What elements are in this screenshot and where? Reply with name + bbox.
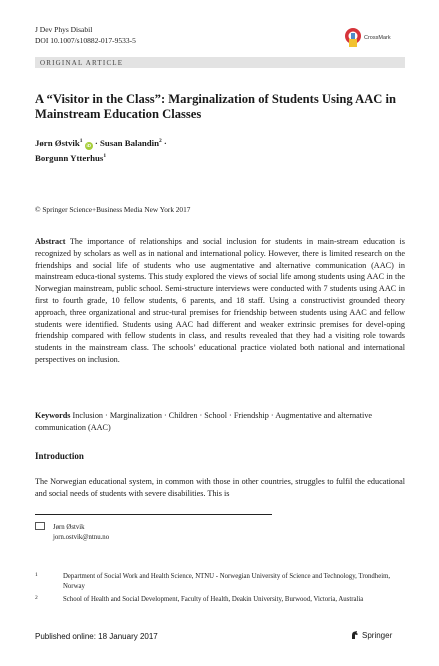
journal-header [35, 25, 136, 46]
abstract-block [35, 236, 405, 366]
keywords-label: Keywords [35, 411, 71, 420]
footnote-text: Department of Social Work and Health Science, NTNU - Norwegian University of Science and Technology, Trondheim, Norway [63, 573, 391, 590]
keywords-block [35, 410, 405, 434]
publisher-name: Springer [362, 631, 393, 640]
springer-horse-icon [350, 630, 360, 640]
footnote-number: 1 [35, 572, 38, 578]
keywords-text: Inclusion · Marginalization · Children · School · Friendship · Augmentative and alternative communication (AAC) [35, 411, 373, 432]
author-name[interactable]: Susan Balandin [100, 137, 159, 148]
article-type: ORIGINAL ARTICLE [40, 58, 124, 67]
crossmark-badge[interactable] [344, 27, 404, 51]
author-name[interactable]: Jørn Østvik [35, 137, 80, 148]
abstract-label: Abstract [35, 237, 66, 246]
author-name[interactable]: Borgunn Ytterhus [35, 152, 104, 163]
abstract-text: The importance of relationships and social inclusion for students in main-stream education is recognized by scholars as well as in national and international policy. However, there is limited research on the friendships and social life of students who use augmentative and alternative communication (AAC) in mainstream educa-tional systems. This study explored the views of social life among students using AAC in the Norwegian mainstream, public school. Semi-structure interviews were conducted with 7 students using AAC in first to fourth grade, 10 fellow students, 6 parents, and 18 staff. Using a constructivist grounded theory approach, three organizational and struc-tural premises for friendship between students using AAC and fellow students were identified. Students using AAC had different and weaker extrinsic premises for devel-oping friendship compared with fellow students in class, and results revealed that they had a visiting role towards students in the mainstream class. The schools’ educational practice violated both national and international perspectives on inclusion. [35, 237, 405, 364]
contact-name: Jørn Østvik [53, 524, 85, 531]
contact-email[interactable]: jorn.ostvik@ntnu.no [53, 534, 110, 541]
article-title: A “Visitor in the Class”: Marginalization of Students Using AAC in Mainstream Education Classes [35, 92, 397, 121]
crossmark-label: CrossMark [364, 35, 391, 41]
envelope-icon [35, 522, 45, 530]
author-separator: · [163, 137, 167, 148]
journal-name: J Dev Phys Disabil [35, 25, 93, 34]
affiliation-ref: 2 [158, 138, 162, 144]
footnote-text: School of Health and Social Development, Faculty of Health, Deakin University, Burwood, Victoria, Australia [63, 596, 364, 603]
orcid-icon[interactable]: iD [86, 142, 91, 148]
author-separator: · [94, 137, 98, 148]
doi: DOI 10.1007/s10882-017-9533-5 [35, 35, 136, 45]
crossmark-icon [344, 27, 362, 49]
affiliation-ref: 1 [79, 138, 83, 144]
published-date: Published online: 18 January 2017 [35, 632, 158, 641]
affiliation-ref: 1 [103, 152, 107, 159]
copyright-notice: © Springer Science+Business Media New York 2017 [35, 205, 191, 214]
section-heading: Introduction [35, 451, 84, 461]
publisher-logo [350, 630, 392, 640]
article-type-band [35, 57, 405, 68]
corresponding-author [35, 522, 109, 543]
footnote-divider [35, 514, 272, 515]
introduction-text: The Norwegian educational system, in common with those in other countries, struggles to fulfil the educational and social needs of students with severe disabilities. This is [35, 477, 405, 498]
footnote-number: 2 [35, 595, 38, 601]
author-list [35, 135, 167, 164]
